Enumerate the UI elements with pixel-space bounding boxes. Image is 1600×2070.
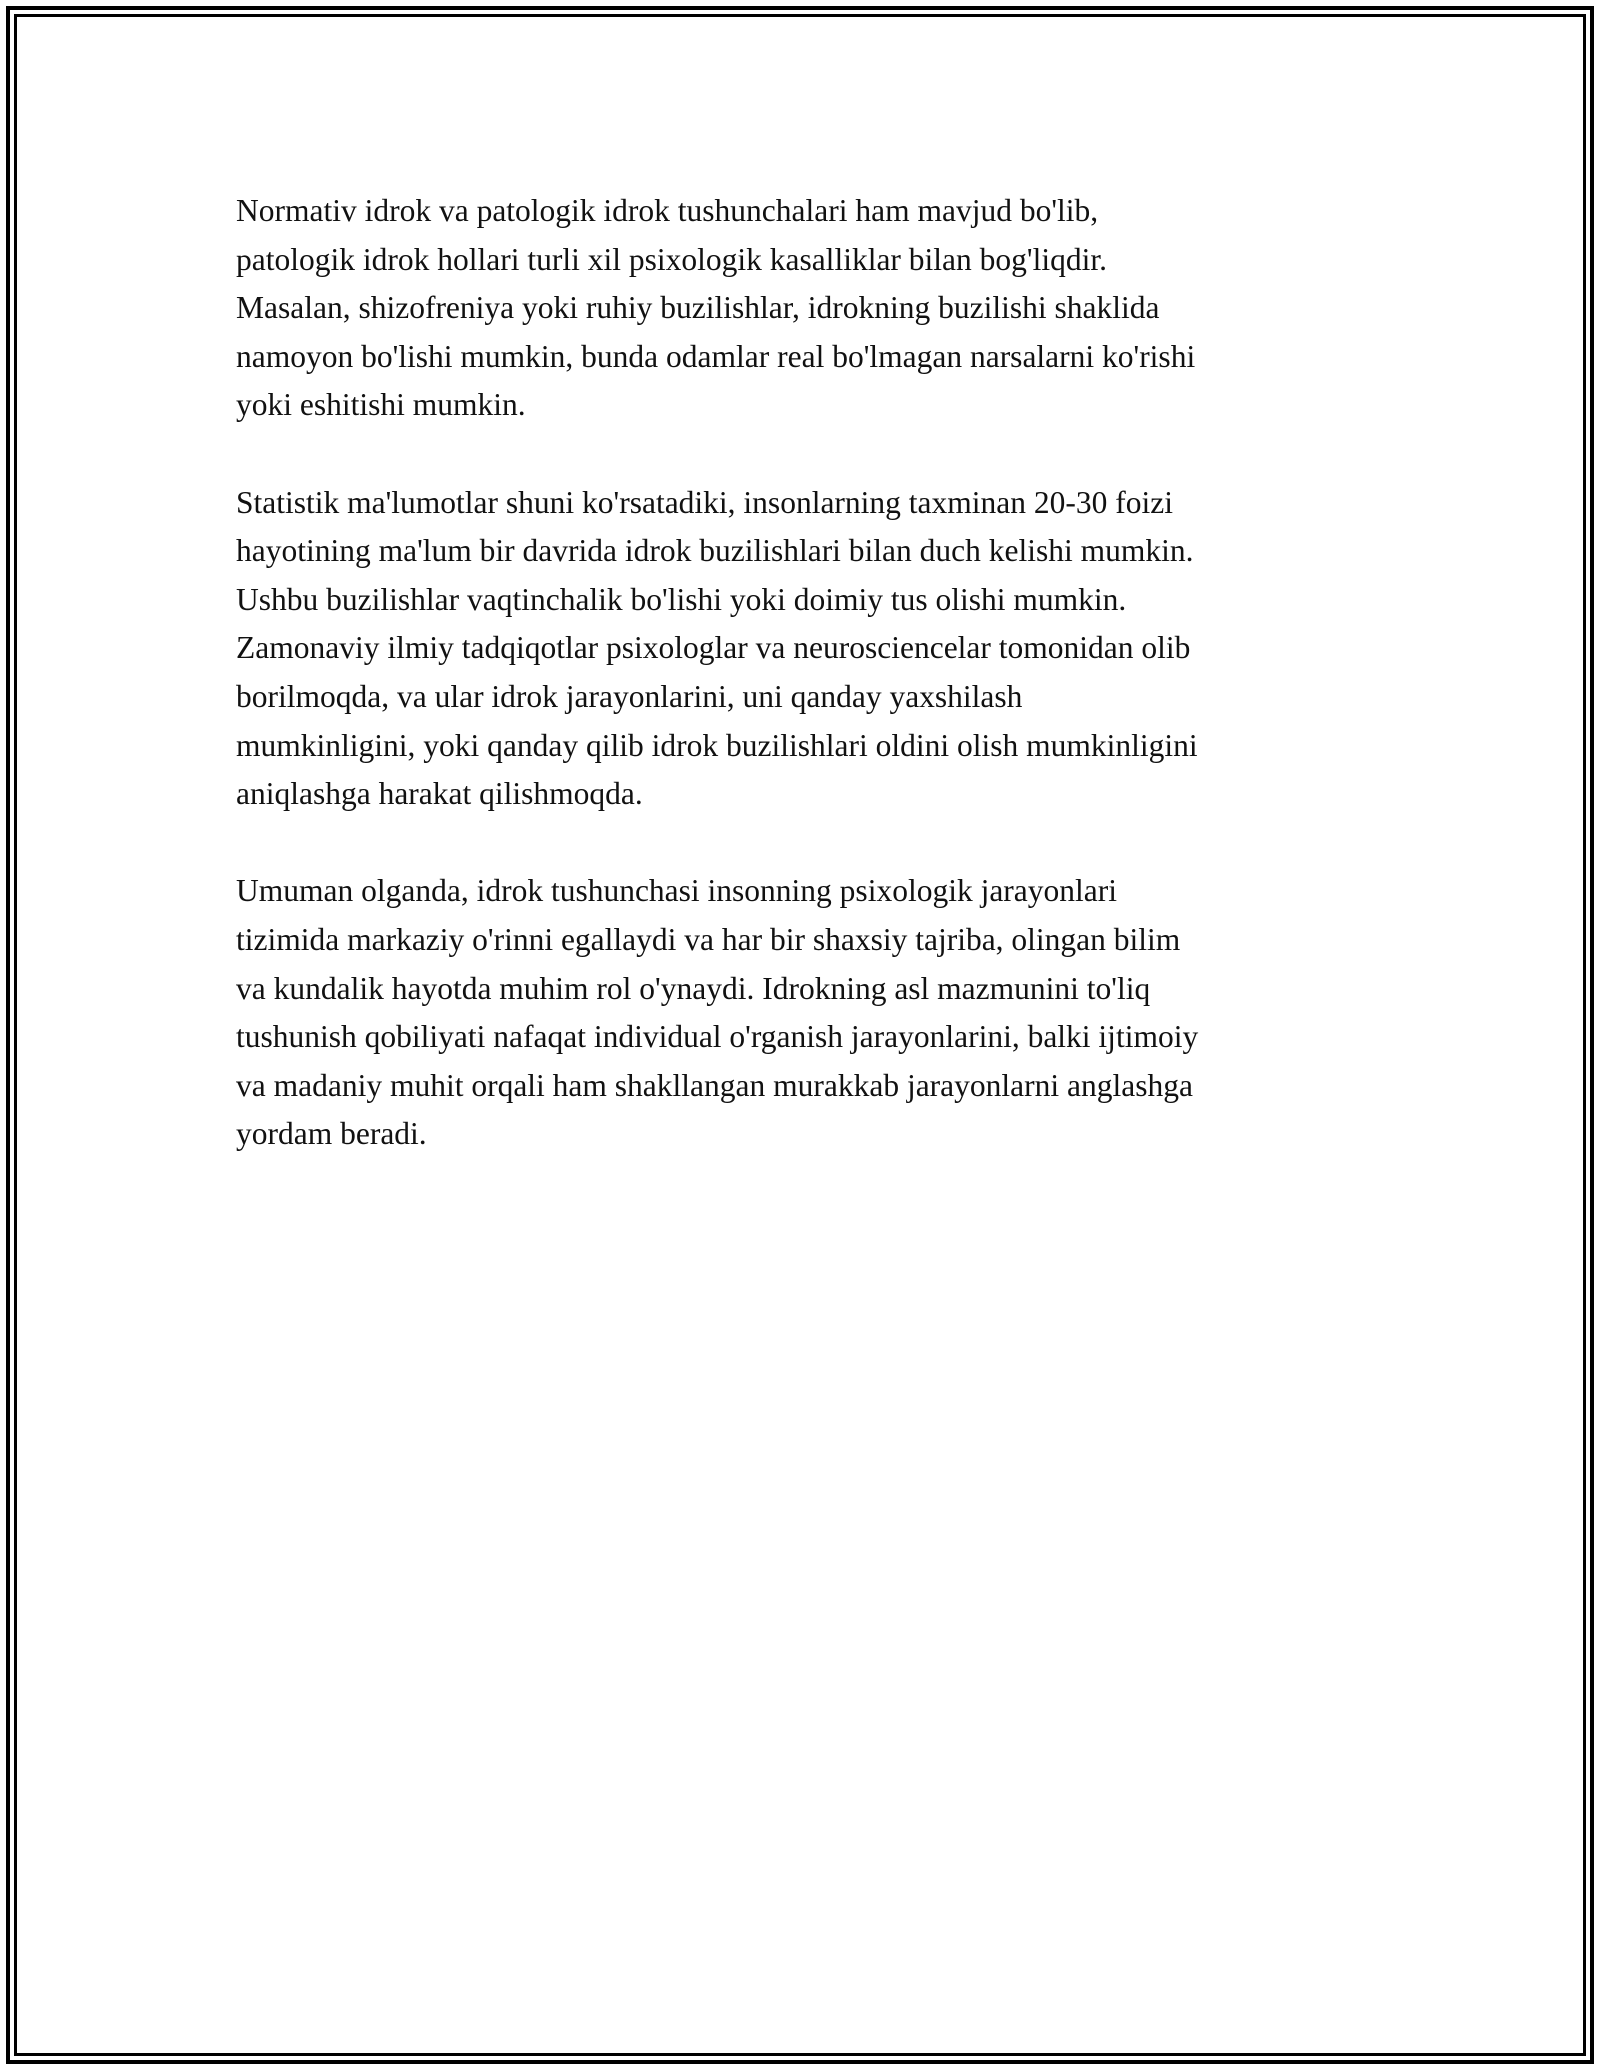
- text-line: Normativ idrok va patologik idrok tushunchalari ham mavjud bo'lib,: [236, 193, 1099, 228]
- text-line: hayotining ma'lum bir davrida idrok buzilishlari bilan duch kelishi mumkin.: [236, 533, 1194, 569]
- text-line: Statistik ma'lumotlar shuni ko'rsatadiki, insonlarning taxminan 20-30 foizi: [236, 484, 1173, 520]
- text-line: namoyon bo'lishi mumkin, bunda odamlar real bo'lmagan narsalarni ko'rishi: [236, 338, 1196, 374]
- text-line: yordam beradi.: [236, 1116, 427, 1152]
- text-line: va madaniy muhit orqali ham shakllangan murakkab jarayonlarni anglashga: [236, 1067, 1193, 1103]
- paragraph-1: [236, 187, 1364, 430]
- text-line: tizimida markaziy o'rinni egallaydi va har bir shaxsiy tajriba, olingan bilim: [236, 921, 1181, 957]
- text-line: yoki eshitishi mumkin.: [236, 387, 526, 423]
- text-line: patologik idrok hollari turli xil psixologik kasalliklar bilan bog'liqdir.: [236, 241, 1107, 277]
- document-body: [236, 187, 1364, 1207]
- text-line: mumkinligini, yoki qanday qilib idrok buzilishlari oldini olish mumkinligini: [236, 727, 1198, 763]
- text-line: aniqlashga harakat qilishmoqda.: [236, 776, 643, 812]
- text-line: tushunish qobiliyati nafaqat individual o'rganish jarayonlarini, balki ijtimoiy: [236, 1019, 1199, 1055]
- text-line: Ushbu buzilishlar vaqtinchalik bo'lishi yoki doimiy tus olishi mumkin.: [236, 581, 1127, 617]
- text-line: Zamonaviy ilmiy tadqiqotlar psixologlar va neurosciencelar tomonidan olib: [236, 630, 1191, 666]
- paragraph-3: [236, 867, 1364, 1159]
- text-line: Umuman olganda, idrok tushunchasi insonning psixologik jarayonlari: [236, 873, 1118, 909]
- text-line: va kundalik hayotda muhim rol o'ynaydi. Idrokning asl mazmunini to'liq: [236, 970, 1151, 1006]
- text-line: borilmoqda, va ular idrok jarayonlarini, uni qanday yaxshilash: [236, 678, 1023, 714]
- paragraph-2: [236, 479, 1364, 819]
- text-line: Masalan, shizofreniya yoki ruhiy buzilishlar, idrokning buzilishi shaklida: [236, 290, 1160, 326]
